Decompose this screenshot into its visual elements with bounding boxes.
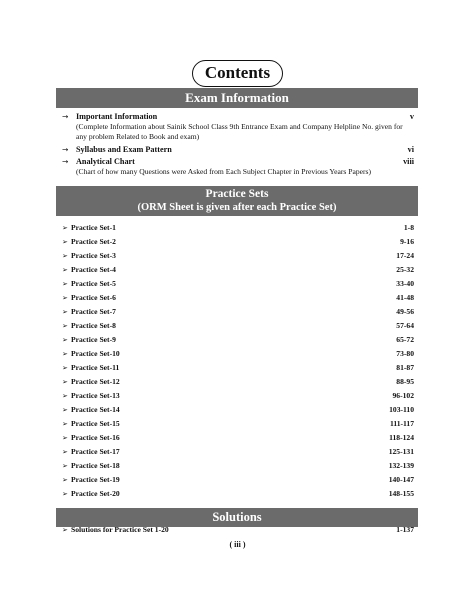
bullet-arrow-icon: ➢ bbox=[62, 434, 68, 442]
list-item[interactable] bbox=[62, 278, 414, 290]
arrow-right-icon: → bbox=[62, 157, 69, 166]
list-item[interactable] bbox=[62, 236, 414, 248]
bullet-arrow-icon: ➢ bbox=[62, 322, 68, 330]
info-item-page: vi bbox=[407, 145, 414, 154]
bullet-arrow-icon: ➢ bbox=[62, 252, 68, 260]
info-item-title: Analytical Chart bbox=[76, 157, 135, 166]
list-item-label: Solutions for Practice Set 1-20 bbox=[71, 525, 169, 534]
list-item-label: Practice Set-5 bbox=[71, 279, 116, 288]
bullet-arrow-icon: ➢ bbox=[62, 490, 68, 498]
list-item-page: 125-131 bbox=[388, 447, 414, 456]
list-item-label: Practice Set-8 bbox=[71, 321, 116, 330]
list-item[interactable] bbox=[62, 264, 414, 276]
bullet-arrow-icon: ➢ bbox=[62, 420, 68, 428]
list-item-label: Practice Set-19 bbox=[71, 475, 120, 484]
bullet-arrow-icon: ➢ bbox=[62, 308, 68, 316]
info-item-important bbox=[62, 112, 414, 141]
list-item-label: Practice Set-1 bbox=[71, 223, 116, 232]
info-item-head bbox=[62, 112, 414, 122]
list-item-page: 118-124 bbox=[389, 433, 414, 442]
list-item[interactable] bbox=[62, 404, 414, 416]
info-item-title: Syllabus and Exam Pattern bbox=[76, 145, 172, 154]
list-item-page: 49-56 bbox=[396, 307, 414, 316]
list-item[interactable] bbox=[62, 250, 414, 262]
list-item-label: Practice Set-11 bbox=[71, 363, 120, 372]
bullet-arrow-icon: ➢ bbox=[62, 350, 68, 358]
list-item-label: Practice Set-17 bbox=[71, 447, 120, 456]
info-item-desc: (Complete Information about Sainik School Class 9th Entrance Exam and Company Helpline No. given for any problem Related to Book and exam) bbox=[76, 122, 403, 141]
list-item-page: 111-117 bbox=[389, 419, 414, 428]
list-item-label: Practice Set-4 bbox=[71, 265, 116, 274]
list-item-page: 88-95 bbox=[396, 377, 414, 386]
list-item-page: 1-137 bbox=[396, 525, 414, 534]
list-item-page: 9-16 bbox=[400, 237, 414, 246]
list-item[interactable] bbox=[62, 488, 414, 500]
list-item[interactable] bbox=[62, 222, 414, 234]
title-wrap bbox=[0, 60, 475, 87]
bullet-arrow-icon: ➢ bbox=[62, 526, 68, 534]
list-item[interactable] bbox=[62, 334, 414, 346]
list-item-label: Practice Set-9 bbox=[71, 335, 116, 344]
list-item[interactable] bbox=[62, 432, 414, 444]
list-item-page: 148-155 bbox=[388, 489, 414, 498]
list-item-label: Practice Set-10 bbox=[71, 349, 120, 358]
list-item-page: 41-48 bbox=[396, 293, 414, 302]
arrow-right-icon: → bbox=[62, 145, 69, 154]
list-item-page: 25-32 bbox=[396, 265, 414, 274]
list-item[interactable] bbox=[62, 390, 414, 402]
list-item-label: Practice Set-6 bbox=[71, 293, 116, 302]
bullet-arrow-icon: ➢ bbox=[62, 392, 68, 400]
info-item-head bbox=[62, 157, 414, 167]
practice-sets-band bbox=[56, 186, 418, 216]
bullet-arrow-icon: ➢ bbox=[62, 224, 68, 232]
list-item-label: Practice Set-2 bbox=[71, 237, 116, 246]
bullet-arrow-icon: ➢ bbox=[62, 406, 68, 414]
list-item-label: Practice Set-3 bbox=[71, 251, 116, 260]
bullet-arrow-icon: ➢ bbox=[62, 378, 68, 386]
list-item[interactable] bbox=[62, 292, 414, 304]
info-item-title: Important Information bbox=[76, 112, 158, 121]
list-item-label: Practice Set-12 bbox=[71, 377, 120, 386]
list-item[interactable] bbox=[62, 446, 414, 458]
list-item[interactable] bbox=[62, 524, 414, 536]
list-item[interactable] bbox=[62, 362, 414, 374]
list-item-label: Practice Set-18 bbox=[71, 461, 120, 470]
list-item[interactable] bbox=[62, 306, 414, 318]
list-item-page: 57-64 bbox=[396, 321, 414, 330]
list-item-page: 33-40 bbox=[396, 279, 414, 288]
practice-sets-subheading: (ORM Sheet is given after each Practice Set) bbox=[137, 202, 337, 213]
page-title: Contents bbox=[192, 60, 283, 87]
list-item-label: Practice Set-14 bbox=[71, 405, 120, 414]
solutions-band: Solutions bbox=[56, 508, 418, 527]
list-item-page: 17-24 bbox=[396, 251, 414, 260]
list-item[interactable] bbox=[62, 320, 414, 332]
bullet-arrow-icon: ➢ bbox=[62, 336, 68, 344]
bullet-arrow-icon: ➢ bbox=[62, 476, 68, 484]
list-item-page: 132-139 bbox=[388, 461, 414, 470]
list-item[interactable] bbox=[62, 418, 414, 430]
list-item-label: Practice Set-15 bbox=[71, 419, 120, 428]
arrow-right-icon: → bbox=[62, 112, 69, 121]
list-item-page: 81-87 bbox=[396, 363, 414, 372]
practice-sets-heading: Practice Sets bbox=[205, 188, 269, 200]
list-item-page: 1-8 bbox=[403, 223, 414, 232]
info-item-desc: (Chart of how many Questions were Asked from Each Subject Chapter in Previous Years Papers) bbox=[76, 167, 372, 176]
bullet-arrow-icon: ➢ bbox=[62, 266, 68, 274]
list-item-page: 103-110 bbox=[389, 405, 414, 414]
list-item-label: Practice Set-16 bbox=[71, 433, 120, 442]
list-item-page: 73-80 bbox=[396, 349, 414, 358]
info-item-page: viii bbox=[403, 157, 414, 166]
list-item-page: 65-72 bbox=[396, 335, 414, 344]
page-number-footer: ( iii ) bbox=[229, 540, 246, 549]
info-item-syllabus bbox=[62, 145, 414, 155]
list-item-label: Practice Set-13 bbox=[71, 391, 120, 400]
bullet-arrow-icon: ➢ bbox=[62, 364, 68, 372]
bullet-arrow-icon: ➢ bbox=[62, 238, 68, 246]
exam-information-band: Exam Information bbox=[56, 88, 418, 108]
list-item-page: 140-147 bbox=[388, 475, 414, 484]
info-item-page: v bbox=[409, 112, 414, 121]
list-item[interactable] bbox=[62, 348, 414, 360]
bullet-arrow-icon: ➢ bbox=[62, 280, 68, 288]
list-item-label: Practice Set-20 bbox=[71, 489, 120, 498]
info-item-analytical bbox=[62, 157, 414, 177]
list-item[interactable] bbox=[62, 460, 414, 472]
list-item-label: Practice Set-7 bbox=[71, 307, 116, 316]
list-item[interactable] bbox=[62, 474, 414, 486]
info-item-head bbox=[62, 145, 414, 155]
list-item[interactable] bbox=[62, 376, 414, 388]
bullet-arrow-icon: ➢ bbox=[62, 448, 68, 456]
bullet-arrow-icon: ➢ bbox=[62, 462, 68, 470]
bullet-arrow-icon: ➢ bbox=[62, 294, 68, 302]
list-item-page: 96-102 bbox=[392, 391, 414, 400]
